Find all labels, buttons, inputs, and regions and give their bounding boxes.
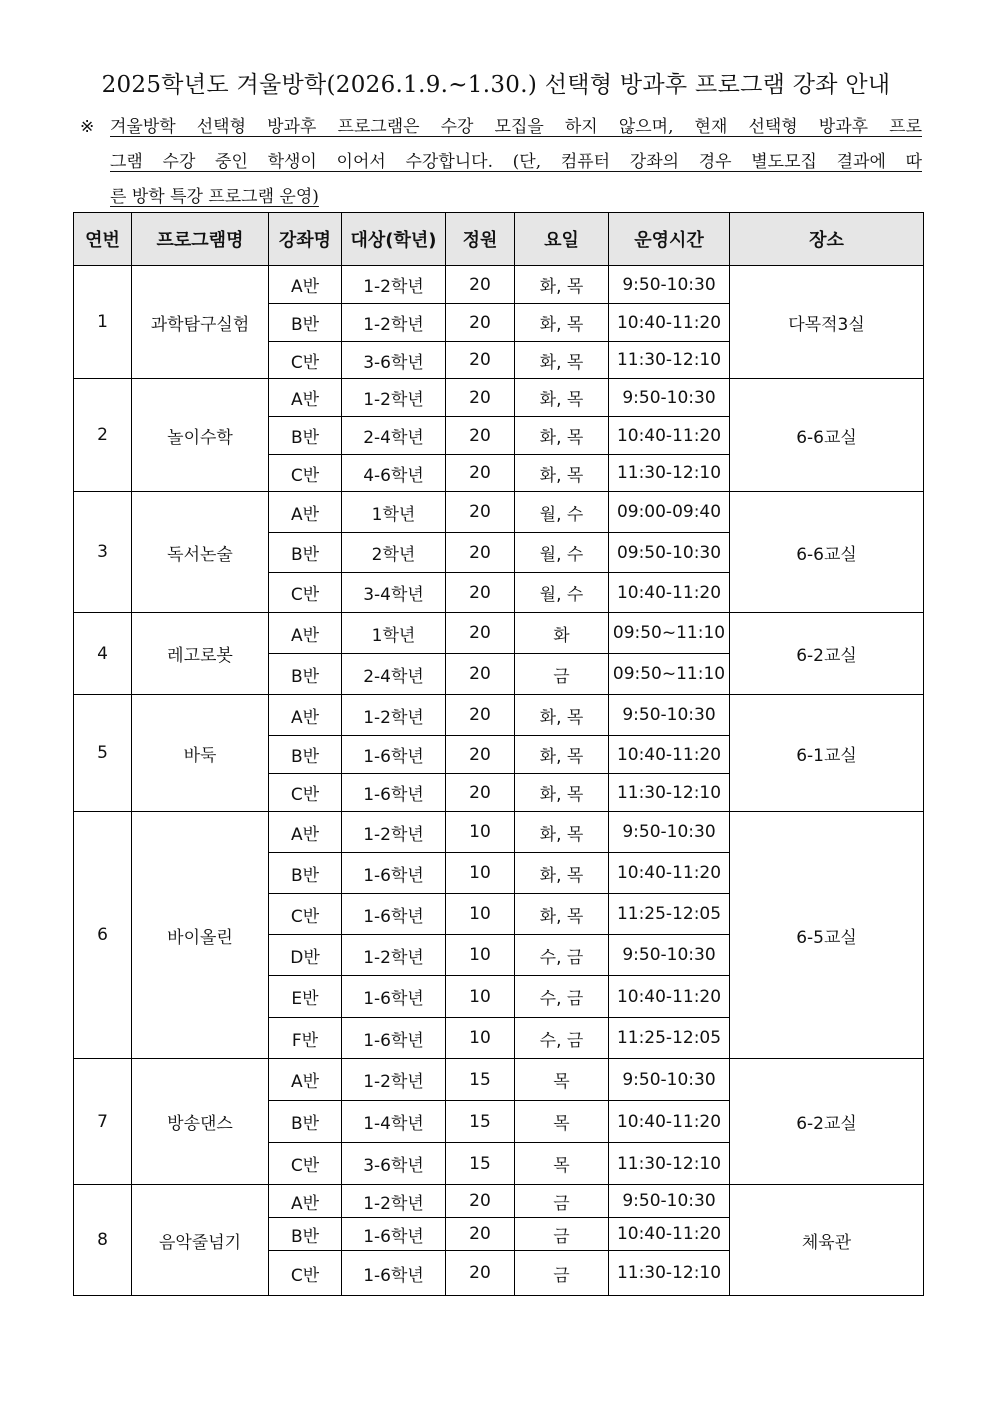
cell-program-name: 과학탐구실험: [132, 266, 269, 379]
table-row: [74, 1059, 924, 1101]
cell-days: 화, 목: [515, 853, 609, 894]
cell-place: 6-5교실: [730, 812, 924, 1059]
cell-capacity: 20: [446, 736, 515, 774]
cell-class: C반: [269, 894, 342, 935]
header-no: 연번: [74, 213, 132, 266]
cell-days: 화, 목: [515, 304, 609, 342]
cell-no: 6: [74, 812, 132, 1059]
cell-place: 다목적3실: [730, 266, 924, 379]
cell-grade: 1-2학년: [342, 1185, 446, 1218]
cell-grade: 2학년: [342, 533, 446, 573]
reference-mark: ※: [80, 117, 95, 137]
cell-grade: 1-6학년: [342, 976, 446, 1018]
cell-class: B반: [269, 853, 342, 894]
cell-capacity: 10: [446, 853, 515, 894]
header-grade: 대상(학년): [342, 213, 446, 266]
cell-class: A반: [269, 1185, 342, 1218]
cell-capacity: 15: [446, 1143, 515, 1185]
cell-class: F반: [269, 1018, 342, 1059]
program-schedule-table: [73, 212, 924, 1296]
cell-days: 화: [515, 613, 609, 654]
cell-grade: 1-6학년: [342, 853, 446, 894]
cell-time: 09:00-09:40: [609, 492, 730, 533]
cell-place: 6-1교실: [730, 695, 924, 812]
cell-capacity: 20: [446, 266, 515, 304]
header-row: [74, 213, 924, 266]
cell-capacity: 10: [446, 894, 515, 935]
cell-time: 11:30-12:10: [609, 1143, 730, 1185]
cell-class: A반: [269, 379, 342, 417]
cell-capacity: 20: [446, 695, 515, 736]
cell-program-name: 놀이수학: [132, 379, 269, 492]
cell-no: 3: [74, 492, 132, 613]
cell-place: 6-2교실: [730, 1059, 924, 1185]
table-row: [74, 695, 924, 736]
table-row: [74, 492, 924, 533]
cell-class: D반: [269, 935, 342, 976]
cell-capacity: 20: [446, 304, 515, 342]
cell-capacity: 20: [446, 1185, 515, 1218]
cell-time: 09:50-10:30: [609, 533, 730, 573]
cell-program-name: 음악줄넘기: [132, 1185, 269, 1296]
table-row: [74, 1185, 924, 1218]
cell-grade: 1-2학년: [342, 379, 446, 417]
header-days: 요일: [515, 213, 609, 266]
cell-days: 화, 목: [515, 417, 609, 455]
cell-time: 11:25-12:05: [609, 894, 730, 935]
cell-program-name: 레고로봇: [132, 613, 269, 695]
cell-program-name: 방송댄스: [132, 1059, 269, 1185]
cell-time: 10:40-11:20: [609, 736, 730, 774]
cell-grade: 1-2학년: [342, 695, 446, 736]
cell-time: 10:40-11:20: [609, 1101, 730, 1143]
cell-place: 체육관: [730, 1185, 924, 1296]
cell-class: B반: [269, 533, 342, 573]
cell-grade: 1학년: [342, 492, 446, 533]
cell-time: 11:30-12:10: [609, 1251, 730, 1296]
cell-time: 9:50-10:30: [609, 266, 730, 304]
cell-capacity: 15: [446, 1059, 515, 1101]
notice-line-1: 겨울방학 선택형 방과후 프로그램은 수강 모집을 하지 않으며, 현재 선택형 방과후 프로: [110, 117, 922, 137]
cell-class: B반: [269, 417, 342, 455]
cell-grade: 3-6학년: [342, 342, 446, 379]
cell-days: 월, 수: [515, 533, 609, 573]
cell-capacity: 20: [446, 492, 515, 533]
header-class: 강좌명: [269, 213, 342, 266]
table-row: [74, 379, 924, 417]
cell-days: 화, 목: [515, 379, 609, 417]
cell-time: 10:40-11:20: [609, 573, 730, 613]
cell-time: 9:50-10:30: [609, 935, 730, 976]
cell-no: 1: [74, 266, 132, 379]
cell-capacity: 20: [446, 455, 515, 492]
cell-grade: 3-4학년: [342, 573, 446, 613]
cell-class: A반: [269, 613, 342, 654]
cell-grade: 1-6학년: [342, 736, 446, 774]
cell-no: 4: [74, 613, 132, 695]
cell-days: 수, 금: [515, 935, 609, 976]
cell-time: 10:40-11:20: [609, 1218, 730, 1251]
cell-time: 10:40-11:20: [609, 853, 730, 894]
cell-days: 화, 목: [515, 266, 609, 304]
notice-line-2: 그램 수강 중인 학생이 이어서 수강합니다. (단, 컴퓨터 강좌의 경우 별도모집 결과에 따: [110, 152, 922, 172]
cell-days: 금: [515, 654, 609, 695]
cell-days: 화, 목: [515, 455, 609, 492]
cell-grade: 1-2학년: [342, 266, 446, 304]
cell-class: C반: [269, 455, 342, 492]
cell-capacity: 10: [446, 935, 515, 976]
cell-capacity: 20: [446, 573, 515, 613]
cell-grade: 1-6학년: [342, 894, 446, 935]
cell-time: 10:40-11:20: [609, 976, 730, 1018]
cell-class: B반: [269, 736, 342, 774]
cell-time: 09:50~11:10: [609, 613, 730, 654]
cell-class: A반: [269, 812, 342, 853]
header-place: 장소: [730, 213, 924, 266]
cell-grade: 1학년: [342, 613, 446, 654]
cell-class: C반: [269, 573, 342, 613]
cell-class: E반: [269, 976, 342, 1018]
cell-days: 화, 목: [515, 695, 609, 736]
cell-days: 화, 목: [515, 812, 609, 853]
cell-days: 화, 목: [515, 342, 609, 379]
cell-time: 10:40-11:20: [609, 304, 730, 342]
cell-time: 11:25-12:05: [609, 1018, 730, 1059]
cell-class: A반: [269, 492, 342, 533]
cell-no: 5: [74, 695, 132, 812]
cell-time: 10:40-11:20: [609, 417, 730, 455]
cell-time: 11:30-12:10: [609, 455, 730, 492]
cell-place: 6-6교실: [730, 379, 924, 492]
cell-time: 11:30-12:10: [609, 342, 730, 379]
cell-grade: 2-4학년: [342, 654, 446, 695]
cell-time: 9:50-10:30: [609, 812, 730, 853]
cell-class: A반: [269, 1059, 342, 1101]
cell-grade: 1-2학년: [342, 935, 446, 976]
cell-program-name: 바이올린: [132, 812, 269, 1059]
cell-days: 금: [515, 1185, 609, 1218]
cell-class: A반: [269, 695, 342, 736]
cell-capacity: 10: [446, 812, 515, 853]
table-row: [74, 812, 924, 853]
cell-no: 7: [74, 1059, 132, 1185]
cell-capacity: 20: [446, 654, 515, 695]
cell-grade: 4-6학년: [342, 455, 446, 492]
cell-capacity: 20: [446, 1218, 515, 1251]
cell-program-name: 독서논술: [132, 492, 269, 613]
cell-grade: 3-6학년: [342, 1143, 446, 1185]
cell-grade: 1-4학년: [342, 1101, 446, 1143]
header-time: 운영시간: [609, 213, 730, 266]
cell-time: 9:50-10:30: [609, 695, 730, 736]
cell-days: 목: [515, 1059, 609, 1101]
cell-capacity: 20: [446, 379, 515, 417]
cell-capacity: 10: [446, 976, 515, 1018]
cell-days: 월, 수: [515, 492, 609, 533]
cell-no: 8: [74, 1185, 132, 1296]
cell-grade: 2-4학년: [342, 417, 446, 455]
cell-time: 11:30-12:10: [609, 774, 730, 812]
header-capacity: 정원: [446, 213, 515, 266]
cell-grade: 1-6학년: [342, 1218, 446, 1251]
cell-capacity: 20: [446, 1251, 515, 1296]
cell-capacity: 15: [446, 1101, 515, 1143]
page-title: 2025학년도 겨울방학(2026.1.9.~1.30.) 선택형 방과후 프로그램 강좌 안내: [101, 72, 891, 98]
notice-line-3: 른 방학 특강 프로그램 운영): [110, 187, 319, 207]
cell-time: 9:50-10:30: [609, 1059, 730, 1101]
cell-grade: 1-2학년: [342, 812, 446, 853]
cell-grade: 1-2학년: [342, 1059, 446, 1101]
cell-time: 09:50~11:10: [609, 654, 730, 695]
cell-class: C반: [269, 1143, 342, 1185]
cell-days: 화, 목: [515, 774, 609, 812]
cell-capacity: 20: [446, 342, 515, 379]
cell-grade: 1-6학년: [342, 1251, 446, 1296]
cell-days: 목: [515, 1143, 609, 1185]
cell-capacity: 20: [446, 533, 515, 573]
cell-days: 목: [515, 1101, 609, 1143]
table-row: [74, 266, 924, 304]
cell-capacity: 10: [446, 1018, 515, 1059]
cell-days: 금: [515, 1251, 609, 1296]
cell-class: B반: [269, 1101, 342, 1143]
cell-grade: 1-2학년: [342, 304, 446, 342]
cell-days: 화, 목: [515, 736, 609, 774]
cell-days: 수, 금: [515, 976, 609, 1018]
cell-program-name: 바둑: [132, 695, 269, 812]
cell-class: B반: [269, 304, 342, 342]
cell-place: 6-2교실: [730, 613, 924, 695]
cell-capacity: 20: [446, 417, 515, 455]
cell-class: B반: [269, 654, 342, 695]
schedule-body: [74, 266, 924, 1296]
cell-class: C반: [269, 342, 342, 379]
cell-capacity: 20: [446, 613, 515, 654]
cell-no: 2: [74, 379, 132, 492]
cell-class: C반: [269, 774, 342, 812]
cell-days: 금: [515, 1218, 609, 1251]
cell-days: 월, 수: [515, 573, 609, 613]
table-row: [74, 613, 924, 654]
cell-class: B반: [269, 1218, 342, 1251]
cell-grade: 1-6학년: [342, 774, 446, 812]
cell-capacity: 20: [446, 774, 515, 812]
cell-place: 6-6교실: [730, 492, 924, 613]
cell-days: 수, 금: [515, 1018, 609, 1059]
cell-class: A반: [269, 266, 342, 304]
cell-time: 9:50-10:30: [609, 1185, 730, 1218]
cell-time: 9:50-10:30: [609, 379, 730, 417]
cell-class: C반: [269, 1251, 342, 1296]
header-program: 프로그램명: [132, 213, 269, 266]
cell-days: 화, 목: [515, 894, 609, 935]
cell-grade: 1-6학년: [342, 1018, 446, 1059]
